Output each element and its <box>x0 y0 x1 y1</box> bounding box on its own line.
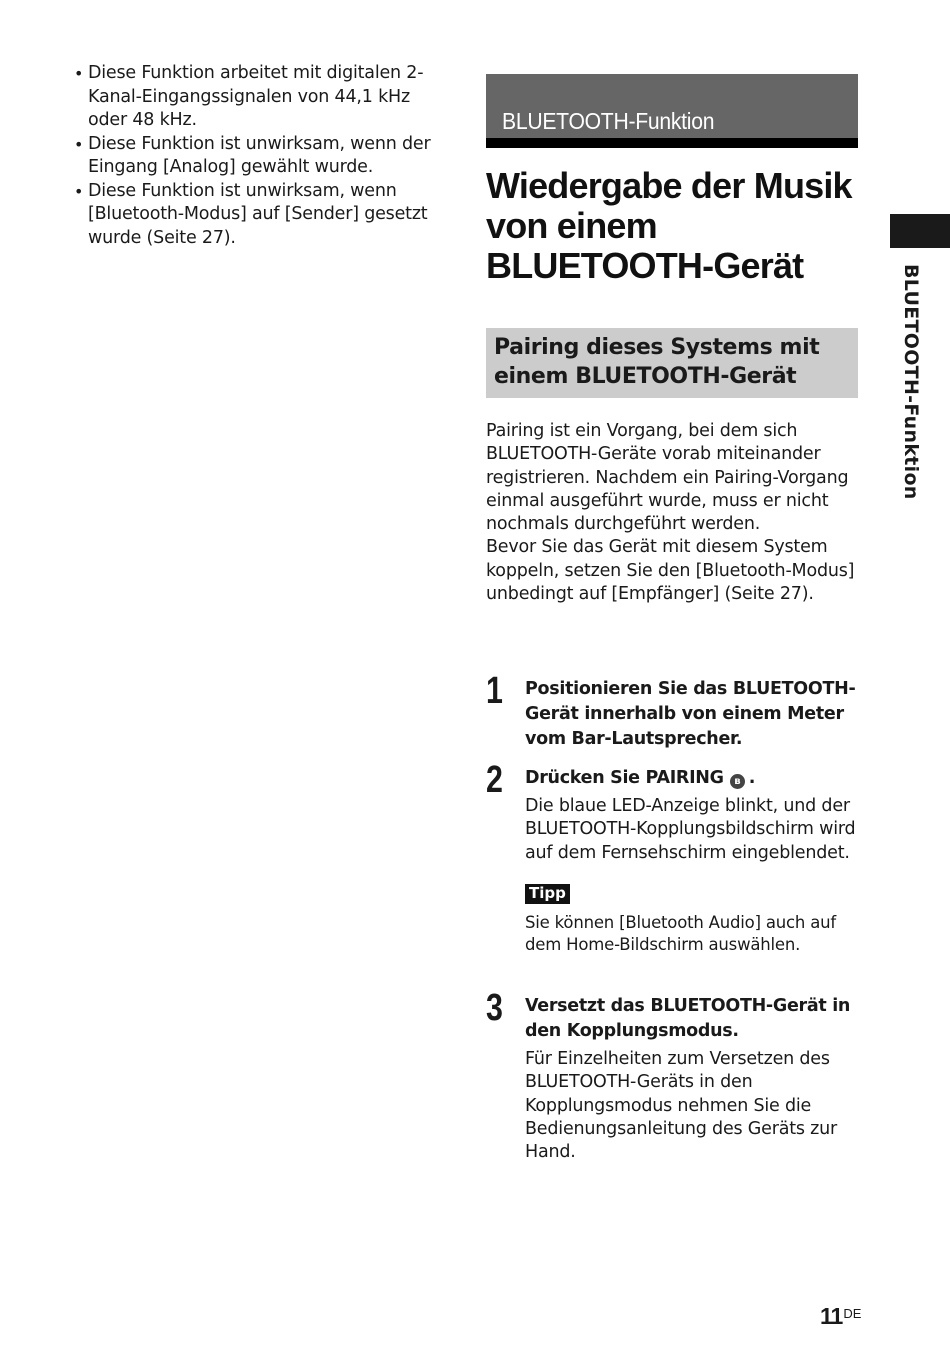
intro-paragraph-1: Pairing ist ein Vorgang, bei dem sich BLUETOOTH-Geräte vorab miteinander registrieren. Nachdem ein Pairing-Vorgang einmal ausgeführt wurde, muss er nicht nochmals durchgeführt werden. <box>486 421 849 535</box>
page-title: Wiedergabe der Musik von einem BLUETOOTH-Gerät <box>486 165 852 286</box>
step-1 <box>486 670 860 752</box>
intro-text <box>486 420 858 606</box>
page-language-code: DE <box>843 1306 862 1321</box>
step-title-suffix: . <box>748 768 756 788</box>
step-title: Versetzt das BLUETOOTH-Gerät in den Kopplungsmodus. <box>525 996 851 1041</box>
step-number: 2 <box>486 759 503 801</box>
left-column-notes <box>76 62 448 250</box>
step-number: 1 <box>486 670 503 712</box>
step-3 <box>486 987 860 1164</box>
bluetooth-icon: ʙ <box>730 774 745 789</box>
tip-badge: Tipp <box>525 884 570 904</box>
tip-block <box>525 883 860 957</box>
section-banner-label: BLUETOOTH-Funktion <box>502 108 715 134</box>
note-item: • Diese Funktion arbeitet mit digitalen 2-Kanal-Eingangssignalen von 44,1 kHz oder 48 kHz. <box>76 62 448 133</box>
notes-list <box>76 62 448 250</box>
note-item: • Diese Funktion ist unwirksam, wenn der Eingang [Analog] gewählt wurde. <box>76 133 448 180</box>
page-number <box>820 1303 861 1330</box>
step-title-prefix: Drücken Sie PAIRING <box>525 768 724 788</box>
step-number: 3 <box>486 987 503 1029</box>
step-title <box>525 766 860 791</box>
subsection-box <box>486 328 858 398</box>
side-tab-marker <box>890 214 950 248</box>
page-number-value: 11 <box>820 1303 843 1329</box>
section-banner <box>486 74 858 148</box>
side-chapter-label: BLUETOOTH-Funktion <box>900 264 922 500</box>
tip-text: Sie können [Bluetooth Audio] auch auf dem Home-Bildschirm auswählen. <box>525 912 836 955</box>
step-title: Positionieren Sie das BLUETOOTH-Gerät innerhalb von einem Meter vom Bar-Lautsprecher. <box>525 679 856 749</box>
intro-paragraph-2: Bevor Sie das Gerät mit diesem System koppeln, setzen Sie den [Bluetooth-Modus] unbedingt auf [Empfänger] (Seite 27). <box>486 537 855 605</box>
step-description: Für Einzelheiten zum Versetzen des BLUETOOTH-Geräts in den Kopplungsmodus nehmen Sie die Bedienungsanleitung des Geräts zur Hand. <box>525 1049 838 1163</box>
subsection-heading: Pairing dieses Systems mit einem BLUETOOTH-Gerät <box>494 335 820 389</box>
step-description: Die blaue LED-Anzeige blinkt, und der BLUETOOTH-Kopplungsbildschirm wird auf dem Fernsehschirm eingeblendet. <box>525 796 856 863</box>
note-item: • Diese Funktion ist unwirksam, wenn [Bluetooth-Modus] auf [Sender] gesetzt wurde (Seite 27). <box>76 180 448 251</box>
step-2 <box>486 759 860 957</box>
